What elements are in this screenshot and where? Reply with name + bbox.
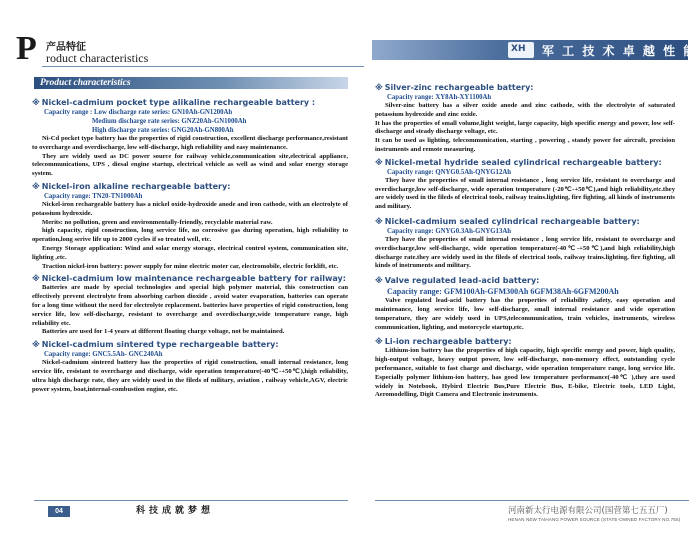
reference-mark-icon: ※: [32, 340, 40, 350]
paragraph: They are widely used as DC power source for railway vehicle,communication site,electrical appliance, telecommunications, UPS , diesal engine startup, electrical vehicle as well as wind and solar energy storage system.: [32, 152, 348, 178]
section-title-bar: [34, 77, 348, 89]
footer-divider-left: [34, 500, 348, 501]
header-banner: [372, 40, 698, 60]
paragraph: Energy Storage application: Wind and solar energy storage, electrical control system, communication site, lighting ,etc.: [32, 244, 348, 261]
reference-mark-icon: ※: [375, 83, 383, 92]
heading-nife: ※ Nickel-iron alkaline rechargeable battery:: [32, 181, 231, 191]
paragraph: It can be used as lighting, telecommunication, starting , powering , standy power for aircraft, precision instruments and remote measuring.: [375, 137, 675, 153]
company-logo: [508, 42, 534, 58]
capacity-range: Capacity range: GNYG0.3Ah-GNYG13Ah: [387, 227, 512, 235]
reference-mark-icon: ※: [375, 216, 383, 226]
paragraph: Batteries are made by special technologies and special high polymer material, this construction can effectively prevent electrolyte from absorbing carbon dioxide , avoid water evaporation, batteries can operate for a long time without the need for electrolyte replacement. batteries have properties of rigid construction, long service life, low self-discharge, resistant to overcharge and overdischarge,wide temperature range, high reliability etc.: [32, 284, 348, 327]
reference-mark-icon: ※: [375, 337, 383, 347]
capacity-range: Capacity range: GFM100Ah-GFM300Ah 6GFM38Ah-6GFM200Ah: [387, 287, 619, 297]
capacity-range: Capacity range : Low discharge rate series: GN10Ah-GN1200Ah Medium discharge rate series: GNZ20Ah-GN1000Ah High discharge rate series: GNG20Ah-GN800Ah: [44, 109, 247, 134]
reference-mark-icon: ※: [375, 276, 383, 286]
heading-nicd-railway: ※ Nickel-cadmium low maintenance rechargeable battery for railway:: [32, 274, 346, 284]
capacity-range: Capacity range: TN20-TN1000Ah: [44, 192, 143, 200]
heading-nimh: ※ Nickel-metal hydride sealed cylindrical rechargeable battery:: [375, 157, 662, 167]
paragraph: Traction nickel-iron battery: power supply for mine electric moter car, electromobile, electric forklift, etc.: [42, 262, 339, 270]
paragraph: Merits: no pollution, green and environmentally-friendly, recyclable material raw.: [42, 218, 273, 226]
left-column: [32, 95, 348, 394]
paragraph: Valve regulated lead-acid battery has the properties of reliability ,safety, easy operation and maintenance, long service life, low self-discharge, small internal resistance and wide operation temperature, they are widely used in UPS,telecommunication, train vehicles, instruments, wireless communication, lighting, and motorcycle startup,etc.: [375, 297, 675, 331]
banner-slogan: 军 工 技 术 卓 越 性 能: [542, 44, 698, 58]
capacity-range: Capacity range: QNYG0.5Ah-QNYG12Ah: [387, 168, 512, 176]
paragraph: Silver-zinc battery has a silver oxide anode and zinc cathode, with the electrolyte of saturated potassium hydroxide and zinc oxide.: [375, 102, 675, 118]
heading-li-ion: ※ Li-ion rechargeable battery:: [375, 337, 512, 347]
heading-nicd-cylindrical: ※ Nickel-cadmium sealed cylindrical rechargeable battery:: [375, 216, 640, 226]
page-number: 04: [48, 506, 70, 517]
footer-divider-right: [375, 500, 689, 501]
heading-nicd-sintered: ※ Nickel-cadmium sintered type rechargeable battery:: [32, 340, 279, 350]
right-column: [375, 80, 675, 400]
capacity-range: Capacity range: GNC5.5Ah- GNC240Ah: [44, 351, 163, 359]
heading-silver-zinc: ※ Silver-zinc rechargeable battery:: [375, 83, 534, 92]
company-name-en: HENAN NEW TAIHANG POWER SOURCE (STATE-OWNED FACTORY NO.755): [508, 517, 681, 522]
paragraph: high capacity, rigid construction, long service life, no corrosive gas during operation, high reliability to operation,long serive life up to 2000 cycles if so treated well, etc.: [32, 227, 348, 244]
reference-mark-icon: ※: [375, 157, 383, 167]
paragraph: Lithium-ion battery has the properties of high capacity, high specific energy and power, high quality, high-output voltage, heavy output power, low self-discharge, non-memory effect, outstanding cycle performance, suitable to fast charge and discharge, wide operation temperature range, long service life. Especially polymer lithium-ion battery, has good low temperature performance(-40℃ ),they are used widely in Notebook, Hybird Electric Bus,Pure Electric Bus, E-bike, Electric tools, LED Light, Aeromodelling, Digit Camera and Electronic instruments.: [375, 347, 675, 399]
reference-mark-icon: ※: [32, 181, 40, 191]
paragraph: They have the properties of small internal resistance , long service life, resistant to overcharge and overdischarge,low self-discharge, wide operation temperature (-20℃-+50℃),and high reliability,etc.they are widely used in the fileds of electrical tools, railway trains.lighting, fire fighting, all kinds of instruments and military.: [375, 176, 675, 211]
section-title: Product characteristics: [40, 78, 131, 88]
logo-text: XH: [511, 44, 526, 54]
footer-slogan: 科技成就梦想: [136, 506, 215, 516]
paragraph: Nickel-iron rechargeable battery has a nickel oxide-hydroxide anode and iron cathode, with an electrolyte of potassium hydroxide.: [32, 200, 348, 217]
header-title-cn: 产品特征: [46, 42, 86, 53]
company-name-cn: 河南新太行电源有限公司(国营第七五五厂): [508, 506, 668, 516]
reference-mark-icon: ※: [32, 274, 40, 284]
reference-mark-icon: ※: [32, 98, 40, 107]
heading-vrla: ※ Valve regulated lead-acid battery:: [375, 276, 540, 286]
paragraph: Ni-Cd pocket type battery has the properties of rigid construction, excellent discharge performance,resistant to overcharge and overdischarge, low self-discharge, high reliability and easy maintenance.: [32, 135, 348, 151]
paragraph: Batteries are used for 1-4 years at different floating charge voltage, not be maintained.: [42, 328, 285, 336]
capacity-range: Capacity range: XY8Ah-XY1100Ah: [387, 94, 492, 101]
header-title: [16, 30, 346, 67]
paragraph: Nickel-cadmium sintered battery has the properties of rigid construction, small internal resistance, long service life, resistant to overcharge and discharge, wide operation temperature(-40℃-+50℃),high reliability, ultra high discharge rate, they are widely used in the fileds of military, aviation , railway vehicle,AGV, electric power system, boat,internal-combustion engine, etc.: [32, 359, 348, 393]
header-title-en: roduct characteristics: [46, 51, 149, 65]
heading-nicd-pocket: ※ Nickel-cadmium pocket type alikaline rechargeable battery :: [32, 98, 316, 107]
paragraph: They have the properties of small internal resistance , long service life, resistant to overcharge and overdischarge,low self-discharge, wide operation temperature(-40℃-+50℃),and high reliability,high discharge rate.they are widely used in the fileds of electrical tools, railway trains.lighting, fire fighting, all kinds of instruments and military.: [375, 235, 675, 270]
header-initial-letter: P: [16, 30, 37, 67]
header-divider: [42, 66, 364, 67]
paragraph: It has the properties of small volume,light weight, large capacity, high specific energy and power, low self-discharge and steady discharge voltage, etc.: [375, 119, 675, 136]
